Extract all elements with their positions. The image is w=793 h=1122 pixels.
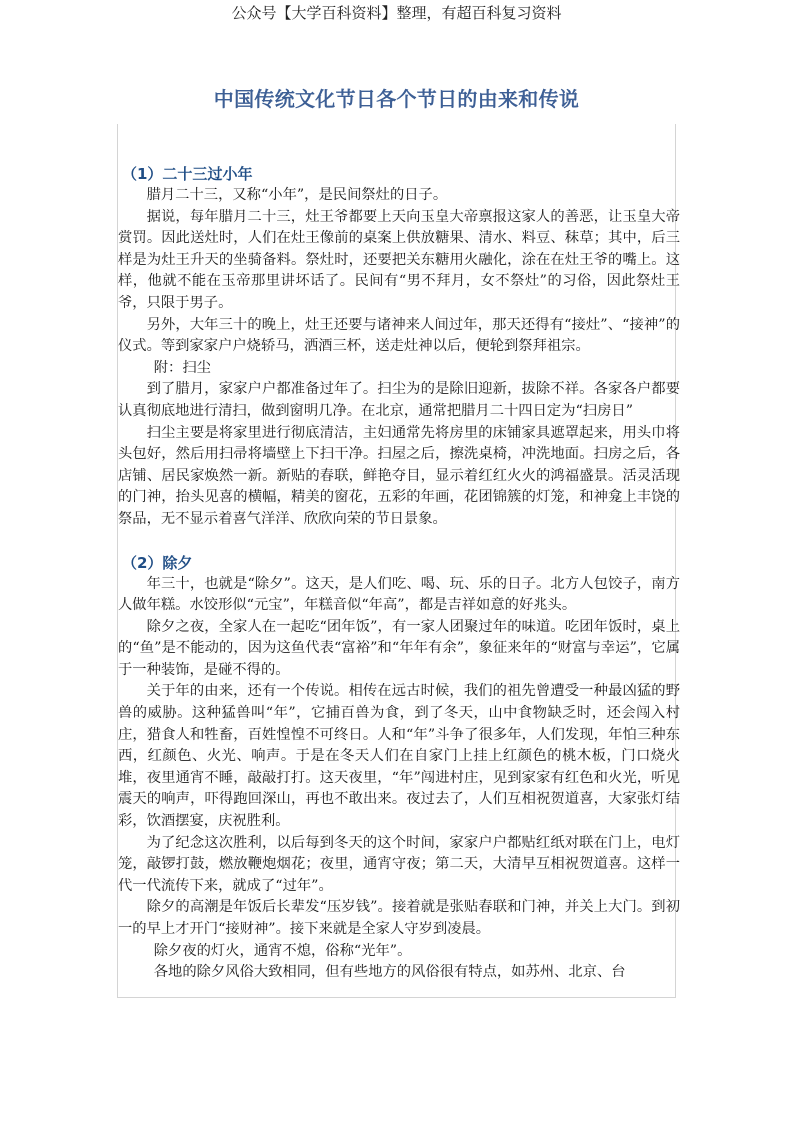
section-spacer <box>118 531 680 552</box>
paragraph: 腊月二十三，又称“小年”，是民间祭灶的日子。 <box>146 187 448 203</box>
paragraph: 到了腊月，家家户户都准备过年了。扫尘为的是除旧迎新，拔除不祥。各家各户都要认真彻底地进行清扫，做到窗明几净。在北京，通常把腊月二十四日定为“扫房日” <box>118 381 680 419</box>
paragraph: 除夕夜的灯火，通宵不熄，俗称“光年”。 <box>153 942 412 959</box>
section-heading: （1）二十三过小年 <box>122 165 253 183</box>
paragraph: 据说，每年腊月二十三，灶王爷都要上天向玉皇大帝禀报这家人的善恶，让玉皇大帝赏罚。因此送灶时，人们在灶王像前的桌案上供放糖果、清水、料豆、秣草；其中，后三样是为灶王升天的坐骑备料。祭灶时，还要把关东糖用火融化，涂在在灶王爷的嘴上。这样，他就不能在玉帝那里讲坏话了。民间有“男不拜月，女不祭灶”的习俗，因此祭灶王爷，只限于男子。 <box>118 208 680 311</box>
paragraph: 另外，大年三十的晚上，灶王还要与诸神来人间过年，那天还得有“接灶”、“接神”的仪式。等到家家户户烧轿马，洒酒三杯，送走灶神以后，便轮到祭拜祖宗。 <box>118 316 680 355</box>
paragraph-appendix-heading: 附：扫尘 <box>153 359 211 376</box>
paragraph: 各地的除夕风俗大致相同，但有些地方的风俗很有特点，如苏州、北京、台 <box>153 964 626 981</box>
paragraph: 为了纪念这次胜利，以后每到冬天的这个时间，家家户户都贴红纸对联在门上，电灯笼，敲锣打鼓，燃放鞭炮烟花；夜里，通宵守夜；第二天，大清早互相祝贺道喜。这样一代一代流传下来，就成了“过年”。 <box>118 834 680 894</box>
section-xiaonian <box>118 163 680 531</box>
paragraph: 年三十，也就是“除夕”。这天，是人们吃、喝、玩、乐的日子。北方人包饺子，南方人做年糕。水饺形似“元宝”，年糕音似“年高”，都是吉祥如意的好兆头。 <box>118 575 680 614</box>
paragraph: 除夕的高潮是年饭后长辈发“压岁钱”。接着就是张贴春联和门神，并关上大门。到初一的早上才开门“接财神”。接下来就是全家人守岁到凌晨。 <box>118 899 680 937</box>
paragraph: 扫尘主要是将家里进行彻底清洁，主妇通常先将房里的床铺家具遮罩起来，用头巾将头包好，然后用扫帚将墙壁上下扫干净。扫屋之后，擦洗桌椅，冲洗地面。扫房之后，各店铺、居民家焕然一新。新贴的春联，鲜艳夺目，显示着红红火火的鸿福盛景。活灵活现的门神，抬头见喜的横幅，精美的窗花，五彩的年画，花团锦簇的灯笼，和神龛上丰饶的祭品，无不显示着喜气洋洋、欣欣向荣的节日景象。 <box>118 424 680 527</box>
page-header-note: 公众号【大学百科资料】整理，有超百科复习资料 <box>231 4 562 22</box>
paragraph: 除夕之夜，全家人在一起吃“团年饭”，有一家人团聚过年的味道。吃团年饭时，桌上的“鱼”是不能动的，因为这鱼代表“富裕”和“年年有余”，象征来年的“财富与幸运”，它属于一种装饰，是碰不得的。 <box>118 618 680 678</box>
section-heading: （2）除夕 <box>122 553 193 572</box>
document-title: 中国传统文化节日各个节日的由来和传说 <box>213 87 580 111</box>
section-chuxi <box>118 552 680 984</box>
document-body <box>118 163 680 984</box>
paragraph: 关于年的由来，还有一个传说。相传在远古时候，我们的祖先曾遭受一种最凶猛的野兽的威胁。这种猛兽叫“年”，它捕百兽为食，到了冬天，山中食物缺乏时，还会闯入村庄，猎食人和牲畜，百姓惶惶不可终日。人和“年”斗争了很多年，人们发现，年怕三种东西，红颜色、火光、响声。于是在冬天人们在自家门上挂上红颜色的桃木板，门口烧火堆，夜里通宵不睡，敲敲打打。这天夜里，“年”闯进村庄，见到家家有红色和火光，听见震天的响声，吓得跑回深山，再也不敢出来。夜过去了，人们互相祝贺道喜，大家张灯结彩，饮酒摆宴，庆祝胜利。 <box>118 683 680 830</box>
